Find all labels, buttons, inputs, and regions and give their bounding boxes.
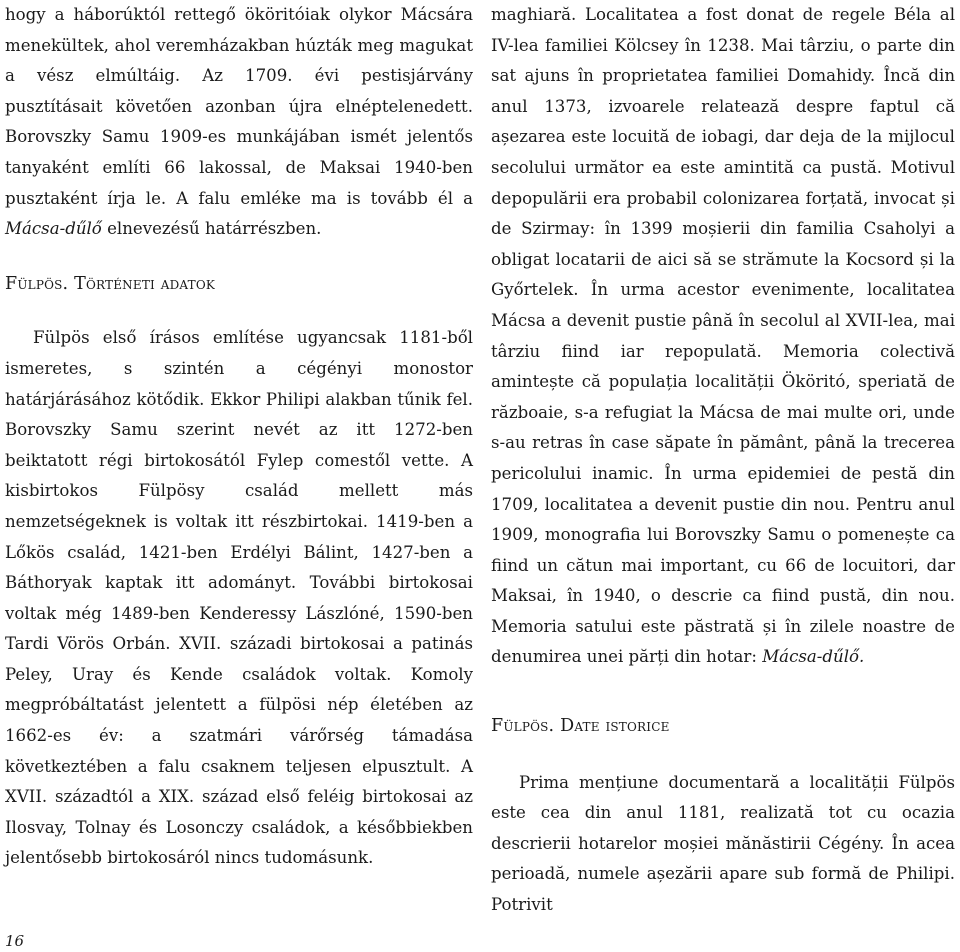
- hungarian-place-name: Mácsa-dűlő: [5, 219, 102, 239]
- page-number: 16: [5, 932, 25, 950]
- romanian-section-heading: Fülpös. Date istorice: [491, 716, 670, 737]
- hungarian-column: [5, 0, 473, 874]
- hungarian-history-paragraph: Fülpös első írásos említése ugyancsak 1181-ből ismeretes, s szintén a cégényi monostor határjárásához kötődik. Ekkor Philipi alakban tűnik fel. Borovszky Samu szerint nevét az itt 1272-ben beiktatott régi birtokosától Fylep comestől vette. A kisbirtokos Fülpösy család mellett más nemzetségeknek is voltak itt részbirtokai. 1419-ben a Lőkös család, 1421-ben Erdélyi Bálint, 1427-ben a Báthoryak kaptak itt adományt. További birtokosai voltak még 1489-ben Kenderessy Lászlóné, 1590-ben Tardi Vörös Orbán. XVII. századi birtokosai a patinás Peley, Uray és Kende családok voltak. Komoly megpróbáltatást jelentett a fülpösi nép életében az 1662-es év: a szatmári várőrség támadása következtében a falu csaknem teljesen elpusztult. A XVII. századtól a XIX. század első feléig birtokosai az Ilosvay, Tolnay és Losonczy családok, a későbbiekben jelentősebb birtokosáról nincs tudomásunk.: [5, 328, 473, 868]
- hungarian-section-heading: Fülpös. Történeti adatok: [5, 273, 216, 294]
- hungarian-intro-paragraph: hogy a háborúktól rettegő ököritóiak olykor Mácsára menekültek, ahol veremházakban húzták meg magukat a vész elmúltáig. Az 1709. évi pestisjárvány pusztításait követően azonban újra elnéptelenedett. Borovszky Samu 1909-es munkájában ismét jelentős tanyaként említi 66 lakossal, de Maksai 1940-ben pusztaként írja le. A falu emléke ma is tovább él a Mácsa-dűlő elnevezésű határrészben.: [5, 5, 473, 239]
- romanian-intro-paragraph: maghiară. Localitatea a fost donat de regele Béla al IV-lea familiei Kölcsey în 1238. Mai târziu, o parte din sat ajuns în proprietatea familiei Domahidy. Încă din anul 1373, izvoarele relatează despre faptul că așezarea este locuită de iobagi, dar deja de la mijlocul secolului următor ea este amintită ca pustă. Motivul depopulării era probabil colonizarea forțată, invocat și de Szirmay: în 1399 moșierii din familia Csaholyi a obligat locatarii de aici să se strămute la Kocsord și la Győrtelek. În urma acestor evenimente, localitatea Mácsa a devenit pustie până în secolul al XVII-lea, mai târziu fiind iar repopulată. Memoria colectivă amintește că populația localității Ököritó, speriată de războaie, s-a refugiat la Mácsa de mai multe ori, unde s-au retras în case săpate în pământ, până la trecerea pericolului inamic. În urma epidemiei de pestă din 1709, localitatea a devenit pustie din nou. Pentru anul 1909, monografia lui Borovszky Samu o pomenește ca fiind un cătun mai important, cu 66 de locuitori, dar Maksai, în 1940, o descrie ca fiind pustă, din nou. Memoria satului este păstrată și în zilele noastre de denumirea unei părți din hotar: Mácsa-dűlő.: [491, 5, 955, 667]
- romanian-column: [491, 0, 955, 921]
- romanian-place-name: Mácsa-dűlő.: [762, 647, 865, 667]
- romanian-history-paragraph: Prima mențiune documentară a localității Fülpös este cea din anul 1181, realizată tot cu ocazia descrierii hotarelor moșiei mănăstirii Cégény. În acea perioadă, numele așezării apare sub formă de Philipi. Potrivit: [491, 772, 955, 915]
